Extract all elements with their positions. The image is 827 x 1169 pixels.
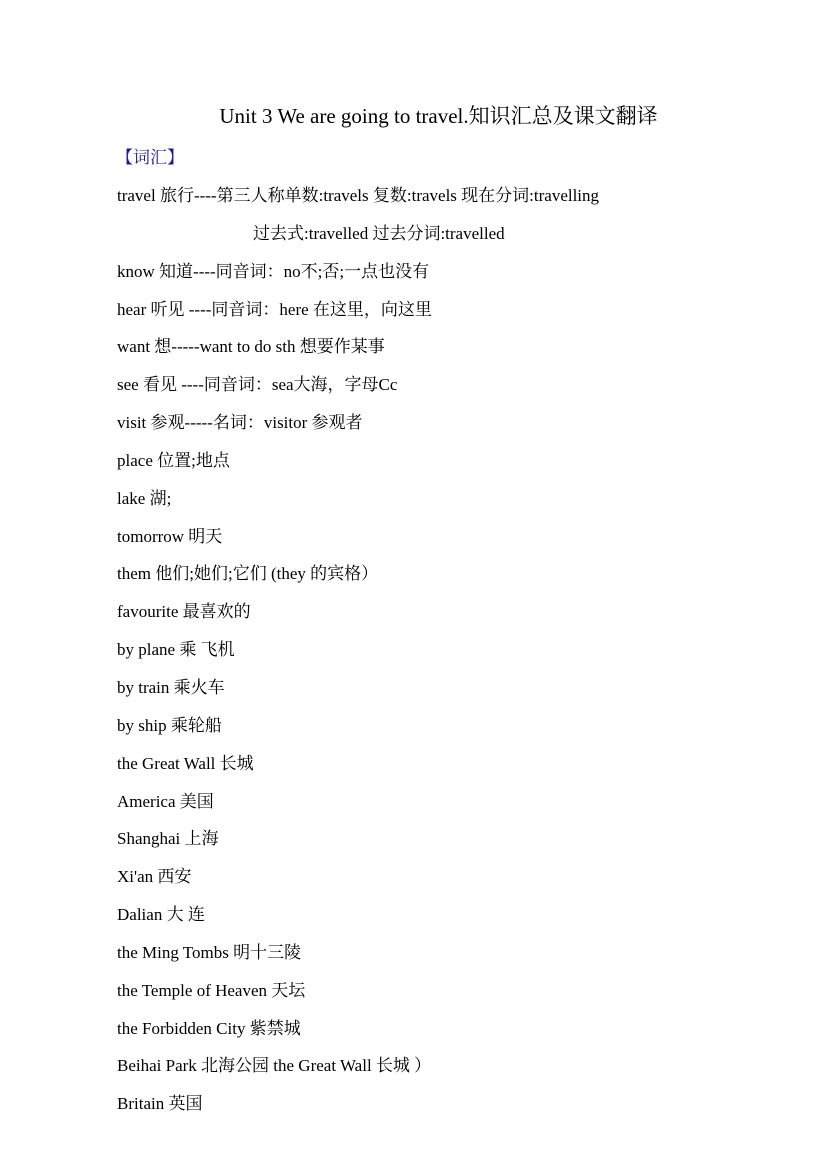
vocab-line-beihai-park: Beihai Park 北海公园 the Great Wall 长城 ） (117, 1056, 432, 1076)
section-heading-vocabulary: 【词汇】 (116, 148, 184, 167)
page-title: Unit 3 We are going to travel.知识汇总及课文翻译 (219, 104, 658, 128)
vocab-line-travel: travel 旅行----第三人称单数:travels 复数:travels 现在分词:travelling (117, 186, 600, 205)
vocab-line-forbidden-city: the Forbidden City 紫禁城 (117, 1018, 301, 1038)
vocab-line-tomorrow: tomorrow 明天 (117, 526, 223, 546)
vocab-line-britain: Britain 英国 (117, 1094, 203, 1114)
vocab-line-ming-tombs: the Ming Tombs 明十三陵 (117, 942, 302, 962)
vocab-line-travel-past: 过去式:travelled 过去分词:travelled (253, 223, 505, 243)
vocab-line-dalian: Dalian 大 连 (117, 905, 205, 925)
vocab-line-temple-of-heaven: the Temple of Heaven 天坛 (117, 980, 306, 1000)
vocab-line-america: America 美国 (117, 791, 214, 811)
vocab-line-by-ship: by ship 乘轮船 (117, 715, 222, 735)
vocab-line-by-plane: by plane 乘 飞机 (117, 640, 235, 660)
vocab-line-xian: Xi'an 西安 (117, 867, 192, 887)
vocab-line-favourite: favourite 最喜欢的 (117, 602, 251, 622)
vocabulary-list (117, 183, 807, 1129)
vocab-line-know: know 知道----同音词：no不;否;一点也没有 (117, 261, 430, 281)
vocab-line-by-train: by train 乘火车 (117, 677, 225, 697)
vocab-line-visit: visit 参观-----名词：visitor 参观者 (117, 413, 363, 433)
vocab-line-lake: lake 湖; (117, 488, 172, 508)
vocab-line-see: see 看见 ----同音词：sea大海，字母Cc (117, 375, 398, 395)
vocab-line-shanghai: Shanghai 上海 (117, 829, 219, 849)
vocab-line-want: want 想-----want to do sth 想要作某事 (117, 337, 385, 357)
vocab-line-place: place 位置;地点 (117, 450, 230, 470)
vocab-line-great-wall: the Great Wall 长城 (117, 753, 254, 773)
vocab-line-hear: hear 听见 ----同音词：here 在这里，向这里 (117, 299, 432, 319)
vocab-line-them: them 他们;她们;它们 (they 的宾格） (117, 564, 379, 584)
